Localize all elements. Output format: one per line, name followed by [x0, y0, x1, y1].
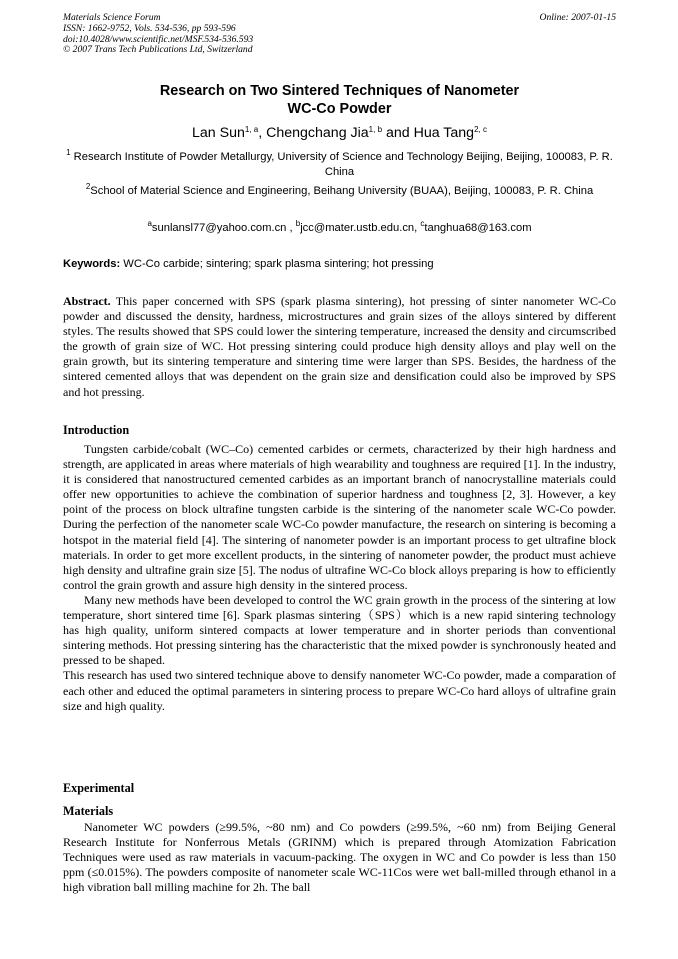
title-line-2: WC-Co Powder [287, 101, 392, 117]
keywords-text: WC-Co carbide; sintering; spark plasma sintering; hot pressing [120, 258, 434, 270]
title-line-1: Research on Two Sintered Techniques of Nanometer [159, 83, 520, 99]
author-superscript: 1, b [368, 125, 383, 134]
email-address[interactable]: sunlansl77@yahoo.com.cn , [151, 222, 293, 234]
affiliation-text: Research Institute of Powder Metallurgy, University of Science and Technology Beijing, Beijing, 100083, P. R. China [70, 151, 613, 178]
issn-line: ISSN: 1662-9752, Vols. 534-536, pp 593-596 [63, 22, 236, 34]
online-date: Online: 2007-01-15 [539, 12, 616, 23]
subsection-heading-materials: Materials [63, 804, 114, 818]
paragraph: This research has used two sintered technique above to densify nanometer WC-Co powder, made a comparation of each other and educed the optimal parameters in sintering process to prepare WC-Co hard alloys of ultrafine grain size and high quality. [63, 668, 616, 713]
paragraph: Many new methods have been developed to control the WC grain growth in the process of the sintering at low temperature, short sintered time [6]. Spark plasmas sintering（SPS）which is a new rapid sintering technology has high quality, uniform sintered compacts at lower temperature and in shorter periods than conventional sintering methods. Hot pressing sintering has the characteristic that the mixed powder is synchronously heated and pressed to be shaped. [63, 592, 616, 668]
author-separator: and [382, 125, 414, 141]
affiliation-superscript: 2 [85, 182, 91, 191]
email-superscript: a [147, 219, 152, 228]
paragraph: Tungsten carbide/cobalt (WC–Co) cemented carbides or cermets, characterized by their high hardness and strength, are applicated in areas where materials of high wearability and toughness are required [1]. In the industry, it is considered that nanostructured cemented carbides as an important branch of nanocrystalline materials could offer new opportunities to achieve the combination of superior hardness and toughness [2, 3]. However, a key point of the process on block ultrafine tungsten carbide is the sintering of the nanometer scale WC-Co powder. During the perfection of the nanometer scale WC-Co powder manufacture, the research on sintering is becoming a hotspot in the material field [4]. The sintering of nanometer powder is an important process to get ultrafine block materials. In order to get more excellent products, in the sintering of nanometer powder, the product must achieve high density and ultrafine grain size [5]. The nodus of ultrafine WC-Co block alloys preparing is how to efficiently control the grain growth and assure high density in the sintered process. [63, 442, 616, 592]
affiliation-text: School of Material Science and Engineering, Beihang University (BUAA), Beijing, 100083, P. R. China [90, 185, 594, 197]
journal-name: Materials Science Forum [63, 12, 161, 23]
abstract [63, 294, 616, 400]
email-address[interactable]: tanghua68@163.com [424, 222, 532, 234]
author-name: Hua Tang [413, 125, 475, 141]
keywords-label: Keywords: [63, 258, 121, 270]
email-list [63, 221, 616, 236]
paragraph: Nanometer WC powders (≥99.5%, ~80 nm) and Co powders (≥99.5%, ~60 nm) from Beijing General Research Institute for Nonferrous Metals (GRINM) which is prepared through Atomization Fabrication Techniques were used as raw materials in vacuum-packing. The oxygen in WC and Co powder is less than 150 ppm (≤0.015%). The powders composite of nanometer scale WC-11Cos were wet ball-milled through ethanol in a high vibration ball milling machine for 2h. The ball [63, 820, 616, 895]
author-name: Chengchang Jia [266, 125, 369, 141]
keywords [63, 257, 616, 272]
affiliation-1 [63, 150, 616, 180]
introduction-body [63, 442, 616, 714]
doi-line: doi:10.4028/www.scientific.net/MSF.534-536.593 [63, 33, 254, 45]
abstract-label: Abstract. [63, 294, 111, 308]
email-address[interactable]: jcc@mater.ustb.edu.cn, [300, 222, 418, 234]
journal-header [63, 13, 616, 56]
paper-title [63, 82, 616, 118]
author-superscript: 1, a [244, 125, 259, 134]
affiliation-2 [63, 184, 616, 199]
section-heading-introduction: Introduction [63, 423, 130, 437]
email-superscript: c [420, 219, 425, 228]
affiliation-superscript: 1 [66, 148, 71, 157]
materials-body [63, 820, 616, 895]
author-name: Lan Sun [192, 125, 245, 141]
email-superscript: b [295, 219, 301, 228]
abstract-text: This paper concerned with SPS (spark plasma sintering), hot pressing of sinter nanometer WC-Co powder and discussed the density, hardness, microstructures and grain sizes of the alloys sintered by different styles. The results showed that SPS could lower the sintering temperature, increased the density and circumscribed the growth of grain size of WC. Hot pressing sintering could produce high density alloys and play well on the grain growth, but its sintering temperature and sintering time were larger than SPS. Besides, the hardness of the sintered cemented alloys that was dependent on the grain size and densification could also be improved by SPS and hot pressing. [63, 294, 616, 399]
author-separator: , [258, 125, 267, 141]
section-heading-experimental: Experimental [63, 781, 135, 795]
author-list [63, 124, 616, 142]
author-superscript: 2, c [474, 125, 487, 134]
copyright-line: © 2007 Trans Tech Publications Ltd, Switzerland [63, 44, 253, 56]
